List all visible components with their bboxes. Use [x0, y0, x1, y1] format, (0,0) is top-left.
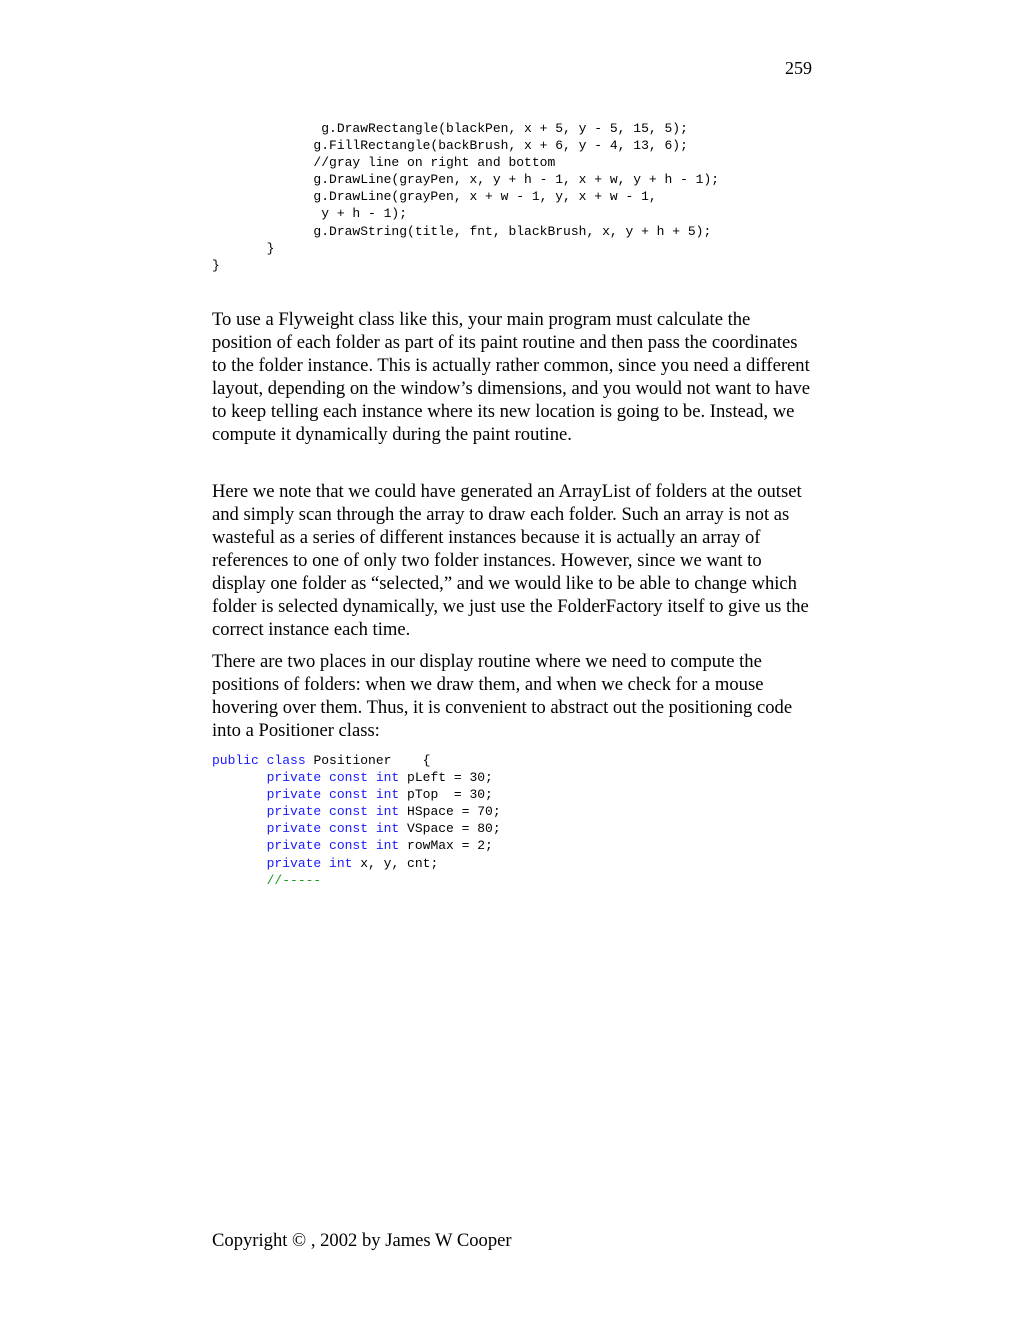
keyword: private const int [266, 821, 400, 837]
indent [212, 804, 267, 819]
code-text: pLeft = 30; [399, 770, 493, 786]
code-line-field [212, 803, 501, 820]
keyword: class [266, 753, 306, 768]
code-text: rowMax = 2; [399, 838, 493, 854]
keyword: public [212, 753, 259, 768]
code-line: g.DrawLine(grayPen, x + w - 1, y, x + w - 1, [212, 189, 657, 205]
keyword: private const int [266, 838, 400, 854]
code-block-top [212, 120, 719, 274]
indent [212, 856, 267, 871]
page-number: 259 [785, 58, 812, 78]
code-line-field [212, 786, 501, 803]
code-line: } [212, 240, 275, 256]
indent [212, 787, 267, 802]
keyword: private const int [266, 787, 400, 803]
code-line-field [212, 769, 501, 786]
indent [212, 838, 267, 853]
code-line-field [212, 837, 501, 854]
code-line: g.DrawRectangle(blackPen, x + 5, y - 5, 15, 5); [212, 121, 688, 136]
code-text: VSpace = 80; [399, 821, 501, 837]
code-text: Positioner { [305, 753, 431, 768]
code-line: g.FillRectangle(backBrush, x + 6, y - 4, 13, 6); [212, 138, 688, 154]
code-line-class-declaration [212, 752, 501, 769]
code-line-field [212, 855, 501, 872]
code-text: pTop = 30; [399, 787, 493, 803]
code-text: HSpace = 70; [399, 804, 501, 820]
code-block-positioner [212, 752, 501, 889]
code-line-field [212, 820, 501, 837]
code-line: g.DrawLine(grayPen, x, y + h - 1, x + w, y + h - 1); [212, 172, 720, 188]
paragraph-arraylist-note: Here we note that we could have generated an ArrayList of folders at the outset and simply scan through the array to draw each folder. Such an array is not as wasteful as a series of different instances because it is actually an array of references to one of only two folder instances. However, since we want to display one folder as “selected,” and we would like to be able to change which folder is selected dynamically, we just use the FolderFactory itself to give us the correct instance each time. [212, 481, 809, 640]
keyword: private int [266, 855, 353, 871]
code-text: x, y, cnt; [352, 855, 439, 871]
code-line: } [212, 257, 220, 273]
paragraph-flyweight-usage: To use a Flyweight class like this, your main program must calculate the position of each folder as part of its paint routine and then pass the coordinates to the folder instance. This is actually rather common, since you need a different layout, depending on the window’s dimensions, and you would not want to have to keep telling each instance where its new location is going to be. Instead, we compute it dynamically during the paint routine. [212, 309, 811, 445]
indent [212, 821, 267, 836]
code-line-comment [212, 872, 501, 889]
copyright-footer: Copyright © , 2002 by James W Cooper [212, 1230, 512, 1251]
code-line: y + h - 1); [212, 206, 408, 222]
code-line: //gray line on right and bottom [212, 155, 556, 171]
paragraph-positioner-intro: There are two places in our display routine where we need to compute the positions of folders: when we draw them, and when we check for a mouse hovering over them. Thus, it is convenient to abstract out the positioning code into a Positioner class: [212, 651, 793, 741]
code-line: g.DrawString(title, fnt, blackBrush, x, y + h + 5); [212, 223, 712, 239]
keyword: private const int [266, 770, 400, 786]
keyword: private const int [266, 804, 400, 820]
code-comment: //----- [266, 872, 322, 888]
indent [212, 873, 267, 888]
indent [212, 770, 267, 785]
